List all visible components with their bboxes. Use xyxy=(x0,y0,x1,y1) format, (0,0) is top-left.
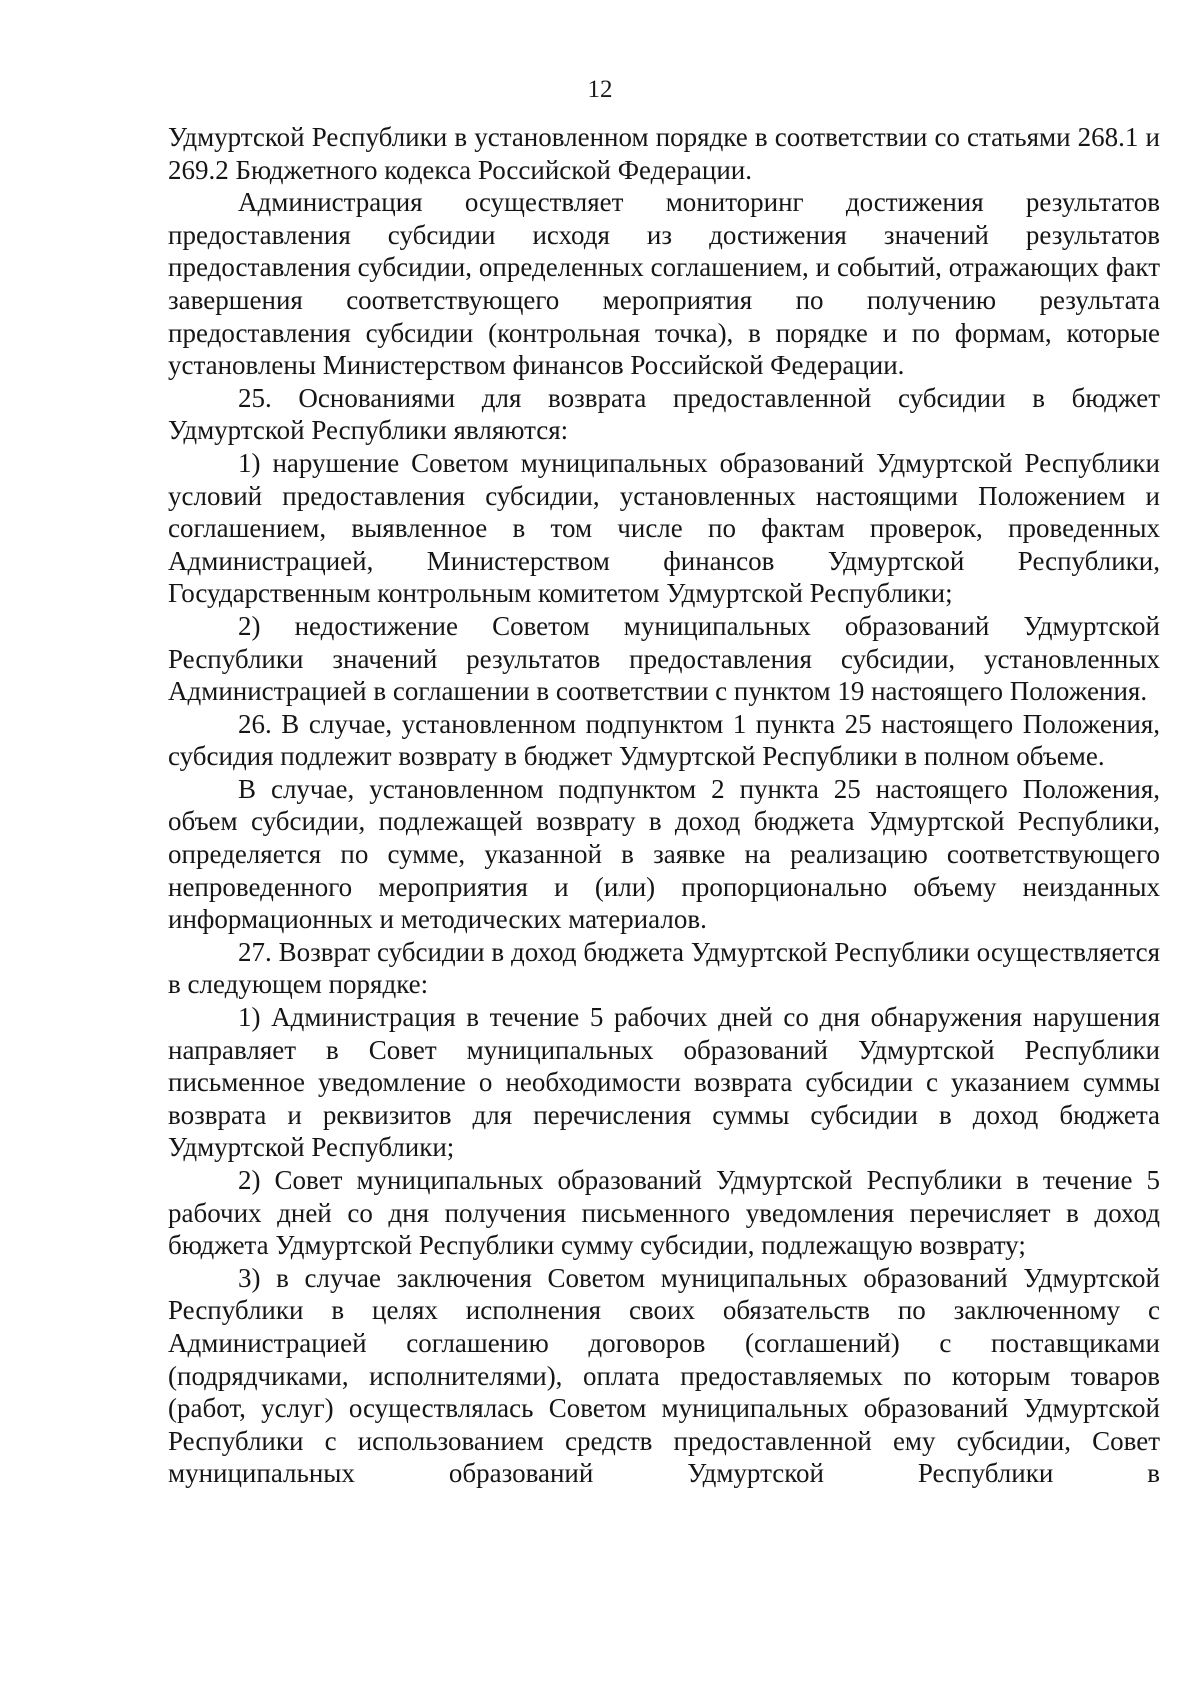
paragraph-item-25: 25. Основаниями для возврата предоставленной субсидии в бюджет Удмуртской Республики являются: xyxy=(168,382,1160,446)
paragraph-continuation: Удмуртской Республики в установленном порядке в соответствии со статьями 268.1 и 269.2 Бюджетного кодекса Российской Федерации. xyxy=(168,122,1160,185)
paragraph-item-25-1: 1) нарушение Советом муниципальных образований Удмуртской Республики условий предоставления субсидии, установленных настоящими Положением и соглашением, выявленное в том числе по фактам проверок, проведенных Администрацией, Министерством финансов Удмуртской Республики, Государственным контрольным комитетом Удмуртской Республики; xyxy=(168,447,1160,609)
paragraph-monitoring: Администрация осуществляет мониторинг достижения результатов предоставления субсидии исходя из достижения значений результатов предоставления субсидии, определенных соглашением, и событий, отражающих факт завершения соответствующего мероприятия по получению результата предоставления субсидии (контрольная точка), в порядке и по формам, которые установлены Министерством финансов Российской Федерации. xyxy=(168,187,1160,381)
paragraph-item-27: 27. Возврат субсидии в доход бюджета Удмуртской Республики осуществляется в следующем порядке: xyxy=(168,936,1160,1000)
paragraph-item-27-3: 3) в случае заключения Советом муниципальных образований Удмуртской Республики в целях исполнения своих обязательств по заключенному с Администрацией соглашению договоров (соглашений) с поставщиками (подрядчиками, исполнителями), оплата предоставляемых по которым товаров (работ, услуг) осуществлялась Советом муниципальных образований Удмуртской Республики с использованием средств предоставленной ему субсидии, Совет муниципальных образований Удмуртской Республики в xyxy=(168,1262,1160,1489)
document-body xyxy=(168,121,1160,1490)
page-number: 12 xyxy=(587,76,613,103)
paragraph-item-26-case-2: В случае, установленном подпунктом 2 пункта 25 настоящего Положения, объем субсидии, подлежащей возврату в доход бюджета Удмуртской Республики, определяется по сумме, указанной в заявке на реализацию соответствующего непроведенного мероприятия и (или) пропорционально объему неизданных информационных и методических материалов. xyxy=(168,773,1160,935)
paragraph-item-27-1: 1) Администрация в течение 5 рабочих дней со дня обнаружения нарушения направляет в Совет муниципальных образований Удмуртской Республики письменное уведомление о необходимости возврата субсидии с указанием суммы возврата и реквизитов для перечисления суммы субсидии в доход бюджета Удмуртской Республики; xyxy=(168,1002,1160,1163)
paragraph-item-26: 26. В случае, установленном подпунктом 1 пункта 25 настоящего Положения, субсидия подлежит возврату в бюджет Удмуртской Республики в полном объеме. xyxy=(168,708,1160,772)
paragraph-item-27-2: 2) Совет муниципальных образований Удмуртской Республики в течение 5 рабочих дней со дня получения письменного уведомления перечисляет в доход бюджета Удмуртской Республики сумму субсидии, подлежащую возврату; xyxy=(168,1165,1160,1261)
paragraph-item-25-2: 2) недостижение Советом муниципальных образований Удмуртской Республики значений результатов предоставления субсидии, установленных Администрацией в соглашении в соответствии с пунктом 19 настоящего Положения. xyxy=(168,610,1160,707)
